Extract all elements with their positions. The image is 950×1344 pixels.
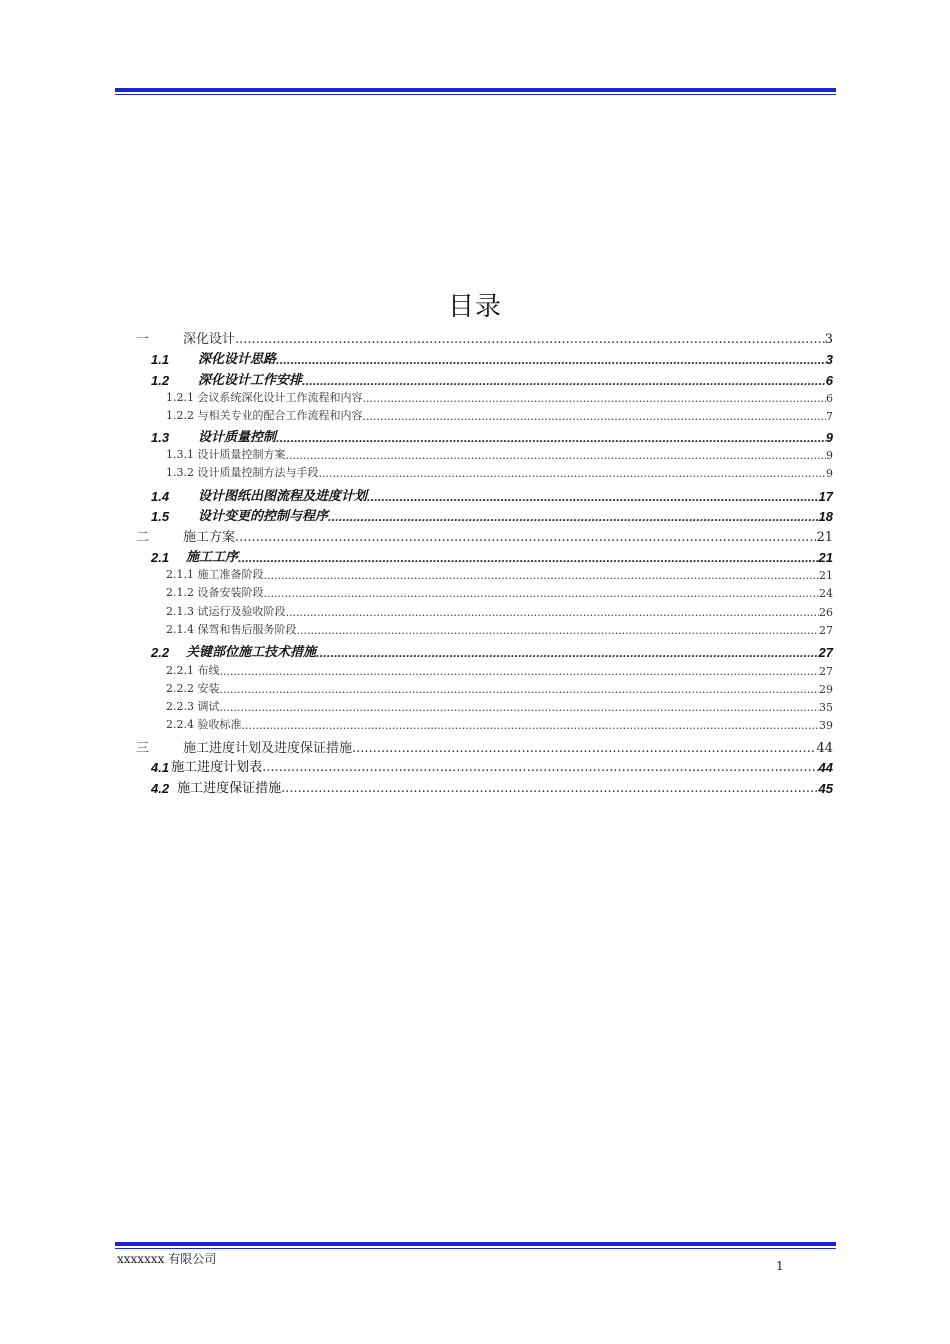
toc-entry-text: 深化设计 [183,328,235,347]
toc-entry-text: 2.1.4 保驾和售后服务阶段 [166,623,297,636]
toc-entry-number: 4.1 [151,760,170,775]
toc-entry-page: 39 [819,719,833,732]
toc-entry-page: 27 [818,645,833,660]
dot-leader [235,334,825,347]
dot-leader [328,511,819,524]
toc-entry-page: 6 [825,373,833,388]
toc-entry-page: 17 [818,489,833,504]
toc-entry[interactable] [0,328,950,347]
dot-leader [281,783,818,796]
toc-entry-text: 施工工序 [186,546,238,565]
toc-entry-number: 三 [136,737,149,756]
toc-entry-text: 1.3.2 设计质量控制方法与手段 [166,466,319,479]
toc-entry-page: 24 [819,587,833,600]
toc-entry-page: 21 [818,550,833,565]
toc-entry-text: 2.2.1 布线 [166,664,220,677]
dot-leader [264,589,820,600]
toc-entry[interactable] [0,505,950,524]
dot-leader [362,394,826,405]
toc-entry-number: 1.2 [151,373,170,388]
toc-entry-text: 设计变更的控制与程序 [198,505,328,524]
dot-leader [286,608,820,619]
toc-entry-page: 26 [819,606,833,619]
toc-entry[interactable] [0,716,950,732]
footer-rule [115,1242,836,1249]
dot-leader [276,354,826,367]
toc-entry-page: 44 [816,741,833,756]
toc-entry-text: 1.2.1 会议系统深化设计工作流程和内容 [166,391,363,404]
toc-entry[interactable] [0,641,950,660]
page-number: 1 [776,1259,784,1273]
toc-entry[interactable] [0,566,950,582]
toc-entry-number: 1.5 [151,509,170,524]
toc-entry-page: 18 [818,509,833,524]
toc-entry-text: 1.2.2 与相关专业的配合工作流程和内容 [166,409,363,422]
toc-entry[interactable] [0,777,950,796]
toc-entry[interactable] [0,446,950,462]
toc-entry-page: 3 [824,332,833,347]
header-rule [115,88,836,95]
toc-entry-number: 一 [136,328,149,347]
dot-leader [286,451,827,462]
toc-entry-text: 2.2.2 安装 [166,682,220,695]
dot-leader [316,647,819,660]
toc-title: 目录 [447,292,502,322]
toc-entry-number: 1.4 [151,489,170,504]
dot-leader [262,762,818,775]
toc-entry-number: 2.2 [151,645,170,660]
footer-company: xxxxxxx 有限公司 [117,1252,217,1266]
toc-entry-text: 设计质量控制 [198,426,276,445]
toc-entry-text: 施工方案 [183,526,235,545]
toc-entry-page: 45 [818,781,833,796]
toc-entry-page: 9 [826,467,833,480]
toc-entry-page: 7 [826,410,833,423]
toc-entry[interactable] [0,426,950,445]
toc-entry-text: 2.1.1 施工准备阶段 [166,568,264,581]
toc-entry-text: 2.2.3 调试 [166,700,220,713]
toc-entry-page: 3 [825,352,833,367]
toc-entry-number: 1.1 [151,352,170,367]
toc-entry-number: 2.1 [151,550,170,565]
toc-entry-text: 关键部位施工技术措施 [186,641,316,660]
dot-leader [242,721,820,732]
toc-entry[interactable] [0,389,950,405]
toc-entry-page: 29 [819,683,833,696]
toc-entry-page: 6 [826,392,833,405]
toc-entry-page: 35 [819,701,833,714]
toc-entry-page: 27 [819,624,833,637]
dot-leader [352,743,816,756]
toc-entry[interactable] [0,546,950,565]
toc-entry-page: 21 [816,530,833,545]
toc-entry-page: 21 [819,569,833,582]
toc-entry[interactable] [0,485,950,504]
toc-entry-text: 施工进度保证措施 [177,777,281,796]
toc-entry-number: 4.2 [151,781,170,796]
toc-entry-page: 9 [825,430,833,445]
toc-entry-text: 施工进度计划表 [171,756,262,775]
toc-entry[interactable] [0,348,950,367]
dot-leader [220,703,820,714]
toc-entry[interactable] [0,526,950,545]
dot-leader [235,532,816,545]
toc-entry[interactable] [0,407,950,423]
toc-entry-number: 二 [136,526,149,545]
toc-entry[interactable] [0,584,950,600]
toc-entry[interactable] [0,369,950,388]
dot-leader [276,432,826,445]
dot-leader [319,469,827,480]
toc-entry-page: 44 [818,760,833,775]
dot-leader [367,491,819,504]
toc-entry[interactable] [0,756,950,775]
dot-leader [362,412,826,423]
toc-entry-text: 2.2.4 验收标准 [166,718,242,731]
dot-leader [264,571,820,582]
toc-entry-page: 27 [819,665,833,678]
toc-entry-text: 2.1.2 设备安装阶段 [166,586,264,599]
dot-leader [238,552,819,565]
dot-leader [220,685,820,696]
toc-entry[interactable] [0,737,950,756]
toc-entry-text: 深化设计工作安排 [198,369,302,388]
toc-entry-text: 2.1.3 试运行及验收阶段 [166,605,286,618]
toc-entry-text: 1.3.1 设计质量控制方案 [166,448,286,461]
toc-entry-text: 施工进度计划及进度保证措施 [183,737,352,756]
toc-entry-number: 1.3 [151,430,170,445]
dot-leader [297,626,820,637]
toc-entry[interactable] [0,464,950,480]
toc-entry[interactable] [0,621,950,637]
toc-entry-page: 9 [826,449,833,462]
toc-entry[interactable] [0,680,950,696]
toc-entry-text: 深化设计思路 [198,348,276,367]
toc-entry-text: 设计图纸出图流程及进度计划 [198,485,367,504]
dot-leader [220,667,820,678]
toc-entry[interactable] [0,603,950,619]
dot-leader [302,375,826,388]
toc-entry[interactable] [0,698,950,714]
toc-entry[interactable] [0,662,950,678]
